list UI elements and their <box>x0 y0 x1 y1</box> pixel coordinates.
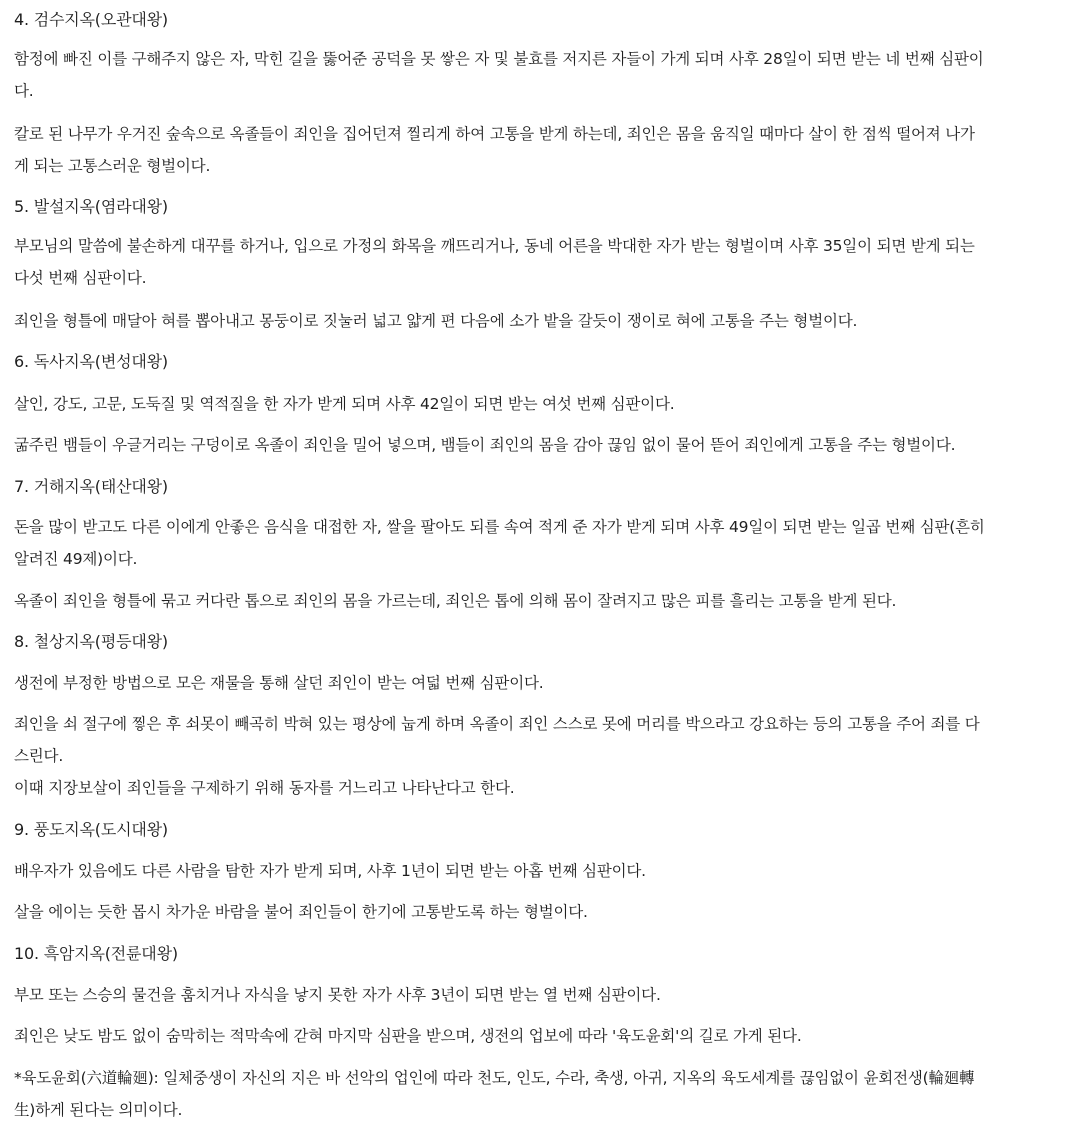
footnote-line: 生)하게 된다는 의미이다. <box>14 1101 183 1119</box>
paragraph-line: 죄인을 형틀에 매달아 혀를 뽑아내고 몽둥이로 짓눌러 넓고 얇게 편 다음에 소가 밭을 갈듯이 쟁이로 혀에 고통을 주는 형벌이다. <box>14 312 858 330</box>
paragraph-line: 함정에 빠진 이를 구해주지 않은 자, 막힌 길을 뚫어준 공덕을 못 쌓은 자 및 불효를 저지른 자들이 가게 되며 사후 28일이 되면 받는 네 번째 심판이 <box>14 50 984 68</box>
paragraph-line: 알려진 49제)이다. <box>14 550 138 568</box>
paragraph-line: 다. <box>14 82 34 100</box>
paragraph-line: 부모 또는 스승의 물건을 훔치거나 자식을 낳지 못한 자가 사후 3년이 되면 받는 열 번째 심판이다. <box>14 986 661 1004</box>
paragraph-line: 죄인을 쇠 절구에 찧은 후 쇠못이 빼곡히 박혀 있는 평상에 눕게 하며 옥졸이 죄인 스스로 못에 머리를 박으라고 강요하는 등의 고통을 주어 죄를 다 <box>14 715 980 733</box>
section-heading: 7. 거해지옥(태산대왕) <box>14 477 168 496</box>
paragraph-line: 스린다. <box>14 747 64 765</box>
section-heading: 6. 독사지옥(변성대왕) <box>14 352 168 371</box>
paragraph-line: 이때 지장보살이 죄인들을 구제하기 위해 동자를 거느리고 나타난다고 한다. <box>14 779 515 797</box>
paragraph-line: 생전에 부정한 방법으로 모은 재물을 통해 살던 죄인이 받는 여덟 번째 심판이다. <box>14 674 544 692</box>
paragraph-line: 돈을 많이 받고도 다른 이에게 안좋은 음식을 대접한 자, 쌀을 팔아도 되를 속여 적게 준 자가 받게 되며 사후 49일이 되면 받는 일곱 번째 심판(흔히 <box>14 518 985 536</box>
paragraph-line: 배우자가 있음에도 다른 사람을 탐한 자가 받게 되며, 사후 1년이 되면 받는 아홉 번째 심판이다. <box>14 862 646 880</box>
paragraph-line: 게 되는 고통스러운 형벌이다. <box>14 157 211 175</box>
section-heading: 10. 흑암지옥(전륜대왕) <box>14 944 178 963</box>
section-heading: 9. 풍도지옥(도시대왕) <box>14 820 168 839</box>
section-heading: 5. 발설지옥(염라대왕) <box>14 197 168 216</box>
footnote-line: *육도윤회(六道輪廻): 일체중생이 자신의 지은 바 선악의 업인에 따라 천도, 인도, 수라, 축생, 아귀, 지옥의 육도세계를 끊임없이 윤회전생(輪廻轉 <box>14 1069 975 1087</box>
paragraph-line: 죄인은 낮도 밤도 없이 숨막히는 적막속에 갇혀 마지막 심판을 받으며, 생전의 업보에 따라 '육도윤회'의 길로 가게 된다. <box>14 1027 802 1045</box>
paragraph-line: 살을 에이는 듯한 몹시 차가운 바람을 불어 죄인들이 한기에 고통받도록 하는 형벌이다. <box>14 903 588 921</box>
paragraph-line: 칼로 된 나무가 우거진 숲속으로 옥졸들이 죄인을 집어던져 찔리게 하여 고통을 받게 하는데, 죄인은 몸을 움직일 때마다 살이 한 점씩 떨어져 나가 <box>14 125 975 143</box>
paragraph-line: 다섯 번째 심판이다. <box>14 269 147 287</box>
section-heading: 8. 철상지옥(평등대왕) <box>14 632 168 651</box>
paragraph-line: 옥졸이 죄인을 형틀에 묶고 커다란 톱으로 죄인의 몸을 가르는데, 죄인은 톱에 의해 몸이 잘려지고 많은 피를 흘리는 고통을 받게 된다. <box>14 592 897 610</box>
section-heading: 4. 검수지옥(오관대왕) <box>14 10 168 29</box>
paragraph-line: 굶주린 뱀들이 우글거리는 구덩이로 옥졸이 죄인을 밀어 넣으며, 뱀들이 죄인의 몸을 감아 끊임 없이 물어 뜯어 죄인에게 고통을 주는 형벌이다. <box>14 436 956 454</box>
paragraph-line: 부모님의 말씀에 불손하게 대꾸를 하거나, 입으로 가정의 화목을 깨뜨리거나, 동네 어른을 박대한 자가 받는 형벌이며 사후 35일이 되면 받게 되는 <box>14 237 975 255</box>
paragraph-line: 살인, 강도, 고문, 도둑질 및 역적질을 한 자가 받게 되며 사후 42일이 되면 받는 여섯 번째 심판이다. <box>14 395 675 413</box>
